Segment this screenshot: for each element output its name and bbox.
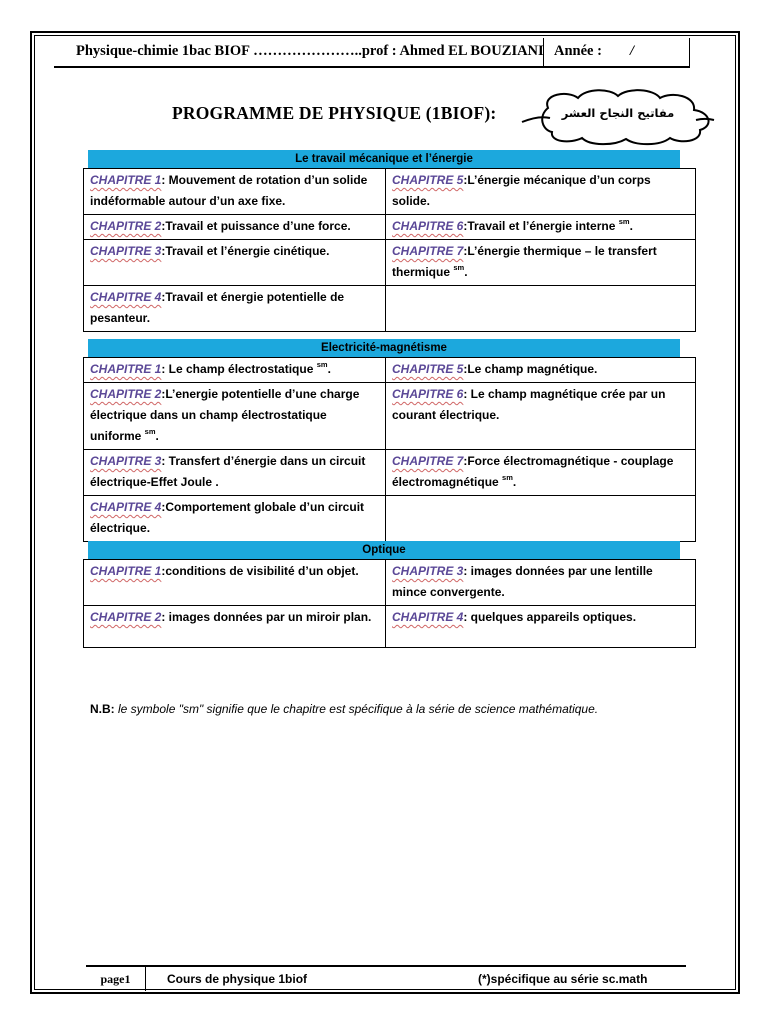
chapter-title: : Le champ électrostatique (161, 362, 317, 376)
chapter-title: :conditions de visibilité d’un objet. (161, 564, 359, 578)
footnote-text: le symbole "sm" signifie que le chapitre est spécifique à la série de science mathématique. (114, 702, 599, 716)
chapter-title: :L’energie potentielle d’une charge électrique dans un champ électrostatique uniforme (90, 387, 360, 443)
chapter-cell (84, 215, 386, 240)
chapter-cell (84, 560, 386, 606)
chapter-cell (84, 383, 386, 450)
chapter-cell (84, 450, 386, 496)
sm-marker: sm (502, 473, 513, 482)
header-course-teacher: Physique-chimie 1bac BIOF …………………..prof : Ahmed EL BOUZIANI (54, 38, 544, 68)
chapter-label: CHAPITRE 1 (90, 173, 162, 187)
chapter-cell (386, 240, 696, 286)
chapter-cell (386, 358, 696, 383)
chapter-label: CHAPITRE 2 (90, 387, 162, 401)
chapter-title: :Travail et l’énergie interne (463, 219, 619, 233)
chapter-title: :Travail et puissance d’une force. (161, 219, 351, 233)
sm-marker: sm (618, 217, 630, 226)
cloud-arabic-text: مفاتيح النجاح العشر (561, 106, 675, 120)
footnote-label: N.B: (90, 702, 115, 716)
chapter-title-end: . (327, 362, 331, 376)
year-value: / (629, 43, 634, 59)
chapter-cell (386, 215, 696, 240)
chapter-cell (84, 358, 386, 383)
chapter-label: CHAPITRE 2 (90, 610, 162, 624)
chapter-cell (386, 383, 696, 450)
section-heading: Le travail mécanique et l’énergie (88, 150, 680, 168)
section-optique (83, 541, 695, 648)
chapter-label: CHAPITRE 6 (392, 387, 464, 401)
table-row (84, 496, 696, 542)
chapter-title: :Le champ magnétique. (463, 362, 598, 376)
chapter-title-end: . (629, 219, 633, 233)
chapter-label: CHAPITRE 1 (90, 564, 162, 578)
sm-marker: sm (144, 427, 156, 436)
chapter-label: CHAPITRE 7 (392, 454, 464, 468)
chapters-table (83, 168, 696, 332)
table-row (84, 450, 696, 496)
chapter-label: CHAPITRE 4 (392, 610, 464, 624)
section-travail-energie (83, 150, 695, 332)
sm-marker: sm (316, 360, 328, 369)
chapter-cell (386, 606, 696, 648)
footnote (90, 702, 598, 716)
chapter-title: :L’énergie thermique – le transfert thermique (392, 244, 657, 279)
chapter-cell (386, 560, 696, 606)
chapter-label: CHAPITRE 3 (392, 564, 464, 578)
chapters-table (83, 357, 696, 542)
chapter-title: : Le champ magnétique crée par un courant électrique. (392, 387, 666, 422)
chapter-label: CHAPITRE 7 (392, 244, 464, 258)
section-electricite-magnetisme (83, 339, 695, 542)
chapter-title-end: . (155, 429, 159, 443)
page-title: PROGRAMME DE PHYSIQUE (1BIOF): (172, 103, 497, 123)
chapter-label: CHAPITRE 5 (392, 173, 464, 187)
page-header (54, 38, 690, 68)
table-row (84, 286, 696, 332)
table-row (84, 240, 696, 286)
page-number: page1 (86, 967, 146, 991)
chapter-label: CHAPITRE 5 (392, 362, 464, 376)
sm-marker: sm (453, 263, 465, 272)
header-year-box (543, 38, 690, 68)
footer-course: Cours de physique 1biof (167, 972, 308, 986)
empty-cell (386, 496, 696, 542)
chapter-title: :Comportement globale d’un circuit électrique. (90, 500, 365, 535)
chapter-title: :Travail et énergie potentielle de pesanteur. (90, 290, 345, 325)
chapter-label: CHAPITRE 2 (90, 219, 162, 233)
chapter-title: :L’énergie mécanique d’un corps solide. (392, 173, 651, 208)
chapter-title: : Transfert d’énergie dans un circuit électrique-Effet Joule . (90, 454, 366, 489)
chapter-label: CHAPITRE 1 (90, 362, 162, 376)
footer-specific-note: (*)spécifique au série sc.math (478, 972, 648, 986)
page-footer (86, 965, 686, 989)
chapter-label: CHAPITRE 6 (392, 219, 464, 233)
year-label: Année : (554, 43, 602, 59)
chapter-title: : images données par une lentille mince convergente. (392, 564, 653, 599)
table-row (84, 215, 696, 240)
chapter-cell (84, 496, 386, 542)
section-heading: Electricité-magnétisme (88, 339, 680, 357)
chapter-title-end: . (512, 475, 517, 489)
table-row (84, 169, 696, 215)
chapter-label: CHAPITRE 3 (90, 244, 162, 258)
chapter-cell (84, 606, 386, 648)
chapter-title: :Travail et l’énergie cinétique. (161, 244, 330, 258)
table-row (84, 560, 696, 606)
chapter-cell (386, 169, 696, 215)
empty-cell (386, 286, 696, 332)
table-row (84, 383, 696, 450)
chapter-title: :Force électromagnétique - couplage électromagnétique (392, 454, 674, 489)
chapter-cell (386, 450, 696, 496)
chapter-title: : quelques appareils optiques. (463, 610, 637, 624)
chapter-label: CHAPITRE 4 (90, 290, 162, 304)
chapter-cell (84, 240, 386, 286)
section-heading: Optique (88, 541, 680, 559)
chapter-title: : images données par un miroir plan. (161, 610, 372, 624)
table-row (84, 358, 696, 383)
chapter-title: : Mouvement de rotation d’un solide indéformable autour d’un axe fixe. (90, 173, 368, 208)
table-row (84, 606, 696, 648)
chapter-title-end: . (464, 265, 468, 279)
chapter-label: CHAPITRE 3 (90, 454, 162, 468)
chapter-cell (84, 286, 386, 332)
chapters-table (83, 559, 696, 648)
chapter-label: CHAPITRE 4 (90, 500, 162, 514)
chapter-cell (84, 169, 386, 215)
